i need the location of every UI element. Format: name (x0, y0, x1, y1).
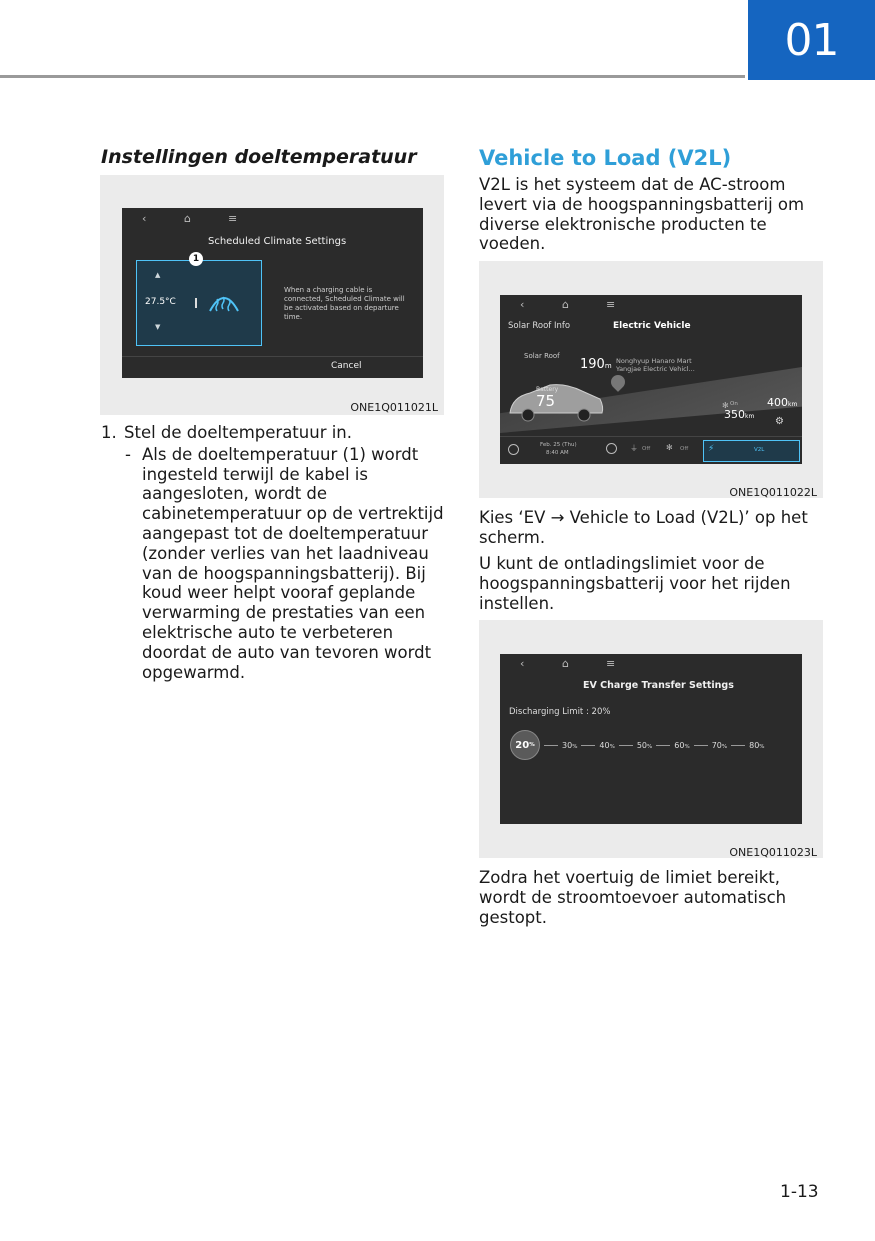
battery-label: Battery (536, 386, 559, 393)
range-number-1: 400 (767, 396, 788, 409)
ev-screen (500, 295, 802, 464)
callout-number: 1 (192, 254, 200, 264)
temperature-panel[interactable] (136, 260, 262, 346)
range-unit-2: km (745, 413, 755, 420)
power-icon[interactable] (508, 444, 519, 455)
range-value-1 (767, 396, 797, 409)
charge-transfer-screen (500, 654, 802, 824)
limit-connector (694, 745, 708, 746)
plug-icon[interactable]: ⏚ (630, 444, 638, 453)
limit-step-value: 60 (674, 740, 685, 750)
limit-step-unit: % (647, 743, 653, 750)
limit-step[interactable] (510, 730, 540, 760)
limit-step-value: 20 (515, 739, 530, 751)
tab-solar-roof-info[interactable]: Solar Roof Info (508, 321, 571, 331)
home-icon: ⌂ (562, 298, 569, 311)
figure-caption-1: ONE1Q011021L (350, 401, 438, 414)
list-item: Stel de doeltemperatuur in. (124, 423, 353, 442)
callout-marker (189, 252, 203, 266)
menu-icon: ≡ (606, 298, 616, 311)
limit-connector (544, 745, 558, 746)
solar-roof-label: Solar Roof (524, 352, 560, 360)
limit-step-value: 40 (599, 740, 610, 750)
climate-fan-icon[interactable]: ✻ (666, 443, 673, 452)
limit-step[interactable] (562, 741, 577, 750)
limit-step-unit: % (529, 742, 535, 748)
tab-electric-vehicle[interactable]: Electric Vehicle (613, 321, 691, 331)
paragraph-select-v2l: Kies ‘EV → Vehicle to Load (V2L)’ op het scherm. (479, 508, 808, 547)
back-icon: ‹ (520, 657, 525, 670)
clock-icon[interactable] (606, 443, 617, 454)
limit-connector (619, 745, 633, 746)
settings-gear-icon[interactable]: ⚙ (775, 416, 784, 427)
chapter-number: 01 (784, 14, 839, 66)
range-value-2 (724, 408, 754, 421)
paragraph-discharge-limit: U kunt de ontladingslimiet voor de hoogspanningsbatterij voor het rijden instellen. (479, 554, 791, 613)
figure-charge-transfer (479, 620, 823, 858)
temp-down-icon[interactable]: ▼ (155, 323, 161, 331)
limit-step-value: 50 (636, 740, 648, 750)
limit-step[interactable] (674, 741, 689, 750)
home-icon: ⌂ (562, 657, 569, 670)
defrost-icon[interactable] (207, 289, 241, 315)
screen-title: Scheduled Climate Settings (208, 236, 347, 247)
v2l-button[interactable] (703, 440, 800, 462)
sub-dash: - (125, 445, 131, 464)
date-text: Feb. 25 (Thu) (540, 442, 577, 448)
distance-number: 190 (580, 357, 605, 372)
distance-unit: m (604, 362, 612, 370)
limit-step-value: 30 (562, 740, 573, 750)
climate-screen (122, 208, 423, 378)
limit-step-unit: % (684, 743, 690, 750)
limit-step[interactable] (637, 741, 652, 750)
location-pin-icon (608, 372, 628, 392)
limit-selector[interactable] (510, 729, 798, 761)
limit-step[interactable] (599, 741, 614, 750)
figure-caption-2: ONE1Q011022L (729, 486, 817, 499)
menu-icon: ≡ (228, 212, 238, 225)
off-label-2: Off (680, 446, 689, 452)
figure-scheduled-climate (100, 175, 444, 415)
limit-connector (656, 745, 670, 746)
discharging-limit-label: Discharging Limit : 20% (509, 707, 611, 717)
distance-value (580, 357, 612, 372)
limit-step-value: 80 (749, 740, 760, 750)
limit-connector (581, 745, 595, 746)
target-temperature: 27.5°C (145, 297, 176, 307)
station-line-1: Nonghyup Hanaro Mart (616, 357, 692, 365)
on-label: On (730, 401, 738, 407)
station-line-2: Yangjae Electric Vehicl... (616, 365, 695, 373)
limit-step-unit: % (572, 743, 578, 750)
cancel-button[interactable]: Cancel (331, 361, 362, 371)
back-icon: ‹ (520, 298, 525, 311)
intro-paragraph: V2L is het systeem dat de AC-stroom levert via de hoogspanningsbatterij om diverse elektronische producten te voeden. (479, 175, 805, 254)
section-heading-left: Instellingen doeltemperatuur (101, 146, 417, 168)
limit-step-unit: % (609, 743, 615, 750)
range-unit-1: km (788, 401, 798, 408)
car-image (506, 373, 606, 423)
limit-step-value: 70 (711, 740, 722, 750)
status-bar (500, 436, 802, 465)
list-number: 1. (101, 423, 117, 442)
limit-step-unit: % (721, 743, 728, 750)
limit-step-unit: % (759, 743, 765, 750)
temp-up-icon[interactable]: ▲ (155, 271, 161, 279)
limit-step[interactable] (749, 741, 764, 750)
header-rule (0, 75, 745, 78)
limit-connector (731, 745, 745, 746)
screen-footer-divider (122, 356, 423, 357)
limit-step[interactable] (712, 741, 727, 750)
figure-caption-3: ONE1Q011023L (729, 846, 817, 859)
section-heading-right: Vehicle to Load (V2L) (479, 146, 732, 170)
info-text: When a charging cable is connected, Scheduled Climate will be activated based on departure time. (284, 286, 405, 321)
fan-icon: ✻ (722, 401, 729, 410)
screen-title: EV Charge Transfer Settings (583, 680, 734, 691)
paragraph-auto-stop: Zodra het voertuig de limiet bereikt, wordt de stroomtoevoer automatisch gestopt. (479, 868, 787, 927)
chapter-tab (748, 0, 875, 80)
range-number-2: 350 (724, 408, 745, 421)
v2l-label: V2L (754, 447, 765, 453)
menu-icon: ≡ (606, 657, 616, 670)
home-icon: ⌂ (184, 212, 191, 225)
instruction-list (101, 423, 447, 682)
back-icon: ‹ (142, 212, 147, 225)
figure-v2l (479, 261, 823, 498)
divider-bar (195, 298, 197, 308)
page-number: 1-13 (780, 1182, 819, 1202)
sub-list-item: Als de doeltemperatuur (1) wordt ingesteld terwijl de kabel is aangesloten, wordt de cabinetemperatuur op de vertrektijd aangepast tot de doeltemperatuur (zonder verlies van het laadniveau van de hoogspanningsbatterij). Bij koud weer helpt vooraf geplande verwarming de prestaties van een elektrische auto te verbeteren doordat de auto van tevoren wordt opgewarmd. (142, 444, 444, 682)
time-text: 8:40 AM (546, 450, 569, 456)
battery-value: 75 (536, 392, 556, 410)
v2l-icon: ⚡ (708, 444, 715, 454)
off-label-1: Off (642, 446, 651, 452)
